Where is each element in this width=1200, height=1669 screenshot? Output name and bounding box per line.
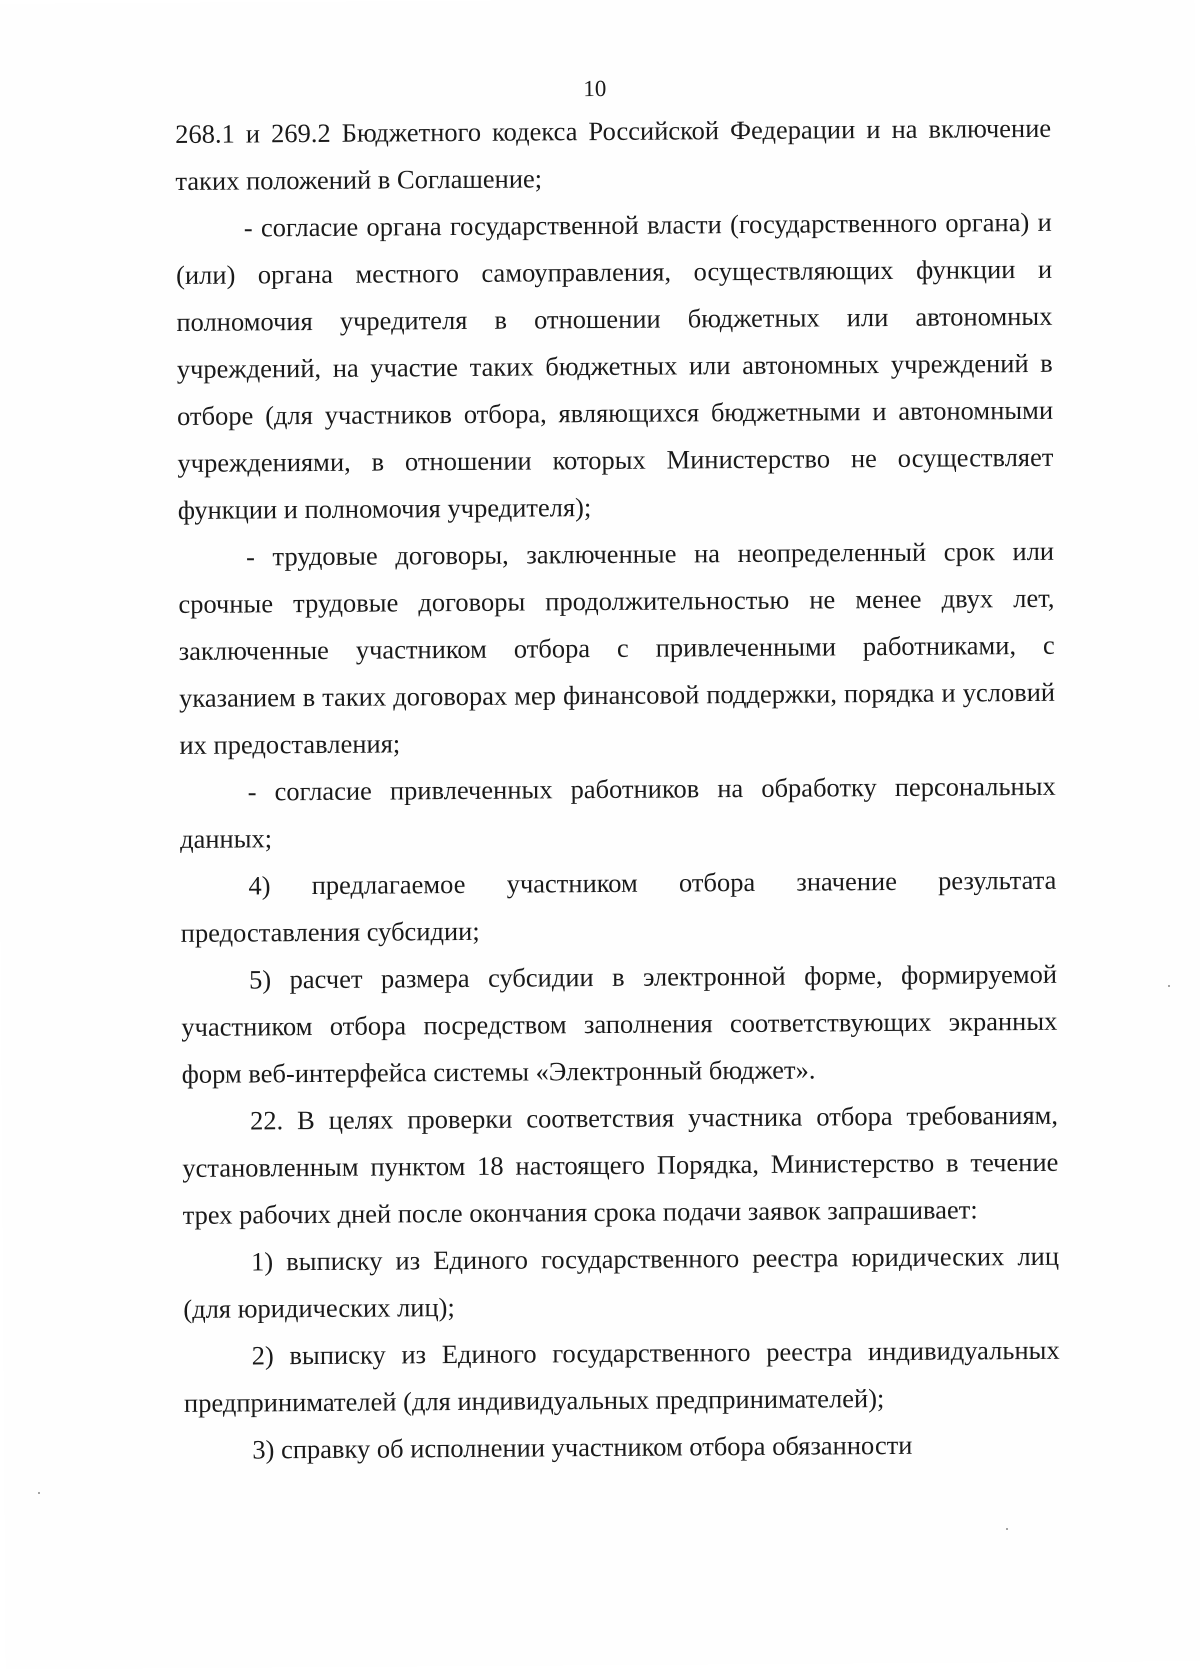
- paragraph-subitem-1: 1) выписку из Единого государственного реестра юридических лиц (для юридических лиц);: [183, 1240, 1060, 1324]
- paragraph-agreement-consent: - согласие органа государственной власти (государственного органа) и (или) органа местного самоуправления, осуществляющих функции и полномочия учредителя в отношении бюджетных или автономных учреждений, на участие таких бюджетных или автономных учреждений в отборе (для участников отбора, являющихся бюджетными и автономными учреждениями, в отношении которых Министерство не осуществляет функции и полномочия учредителя);: [176, 206, 1054, 525]
- paragraph-item-4: 4) предлагаемое участником отбора значение результата предоставления субсидии;: [180, 864, 1057, 948]
- page-number: 10: [583, 75, 607, 102]
- scan-speck: [1006, 1528, 1008, 1530]
- paragraph-subitem-2: 2) выписку из Единого государственного реестра индивидуальных предпринимателей (для индивидуальных предпринимателей);: [183, 1334, 1060, 1418]
- scan-speck: [38, 1492, 40, 1494]
- paragraph-clause-22: 22. В целях проверки соответствия участника отбора требованиям, установленным пунктом 18 настоящего Порядка, Министерство в течение трех рабочих дней после окончания срока подачи заявок запрашивает:: [182, 1099, 1059, 1230]
- document-body: [175, 105, 1060, 1474]
- paragraph-continuation: 268.1 и 269.2 Бюджетного кодекса Российской Федерации и на включение таких положений в Соглашение;: [175, 112, 1052, 196]
- paragraph-item-5: 5) расчет размера субсидии в электронной форме, формируемой участником отбора посредством заполнения соответствующих экранных форм веб-интерфейса системы «Электронный бюджет».: [181, 958, 1058, 1089]
- scan-speck: [1168, 985, 1170, 987]
- paragraph-subitem-3: 3) справку об исполнении участником отбора обязанности: [252, 1429, 913, 1465]
- paragraph-personal-data-consent: - согласие привлеченных работников на обработку персональных данных;: [179, 770, 1056, 854]
- paragraph-labor-contracts: - трудовые договоры, заключенные на неопределенный срок или срочные трудовые договоры продолжительностью не менее двух лет, заключенные участником отбора с привлеченными работниками, с указанием в таких договорах мер финансовой поддержки, порядка и условий их предоставления;: [178, 535, 1056, 760]
